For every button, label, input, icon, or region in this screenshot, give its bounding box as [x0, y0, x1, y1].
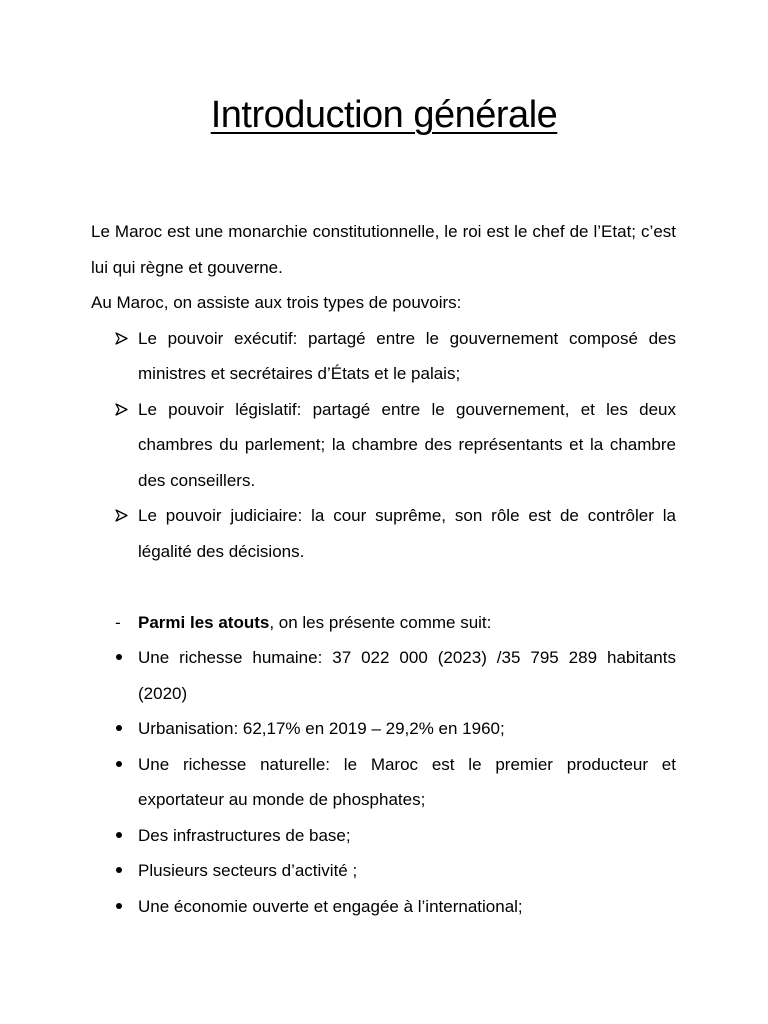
list-item	[91, 640, 676, 711]
assets-heading-bold: Parmi les atouts	[138, 612, 270, 632]
assets-heading-rest: , on les présente comme suit:	[269, 612, 492, 632]
section-spacer	[91, 569, 676, 605]
list-item	[91, 818, 676, 854]
powers-intro: Au Maroc, on assiste aux trois types de pouvoirs:	[91, 293, 462, 312]
assets-list	[91, 605, 676, 925]
power-item-text: Le pouvoir législatif: partagé entre le gouvernement, et les deux chambres du parlement; la chambre des représentants et la chambre des conseillers.	[138, 399, 676, 490]
list-item	[91, 321, 676, 392]
list-item	[91, 853, 676, 889]
list-item	[91, 498, 676, 569]
asset-item-text: Une richesse humaine: 37 022 000 (2023) /35 795 289 habitants (2020)	[138, 648, 676, 703]
asset-item-text: Une richesse naturelle: le Maroc est le premier producteur et exportateur au monde de phosphates;	[138, 754, 676, 809]
dash-bullet-icon: -	[115, 612, 121, 632]
asset-item-text: Une économie ouverte et engagée à l’international;	[138, 896, 523, 916]
asset-item-text: Plusieurs secteurs d’activité ;	[138, 861, 358, 880]
power-item-text: Le pouvoir judiciaire: la cour suprême, son rôle est de contrôler la légalité des décisions.	[138, 506, 676, 561]
power-item-text: Le pouvoir exécutif: partagé entre le gouvernement composé des ministres et secrétaires d’États et le palais;	[138, 328, 676, 383]
assets-heading	[91, 605, 676, 641]
list-item	[91, 747, 676, 818]
document-body	[91, 214, 676, 924]
asset-item-text: Des infrastructures de base;	[138, 825, 351, 845]
list-item	[91, 711, 676, 747]
list-item	[91, 392, 676, 499]
powers-list	[91, 321, 676, 570]
page-title: Introduction générale	[210, 94, 558, 136]
asset-item-text: Urbanisation: 62,17% en 2019 – 29,2% en 1960;	[138, 719, 505, 738]
intro-paragraph: Le Maroc est une monarchie constitutionnelle, le roi est le chef de l’Etat; c’est lui qui règne et gouverne.	[91, 222, 676, 277]
list-item	[91, 889, 676, 925]
